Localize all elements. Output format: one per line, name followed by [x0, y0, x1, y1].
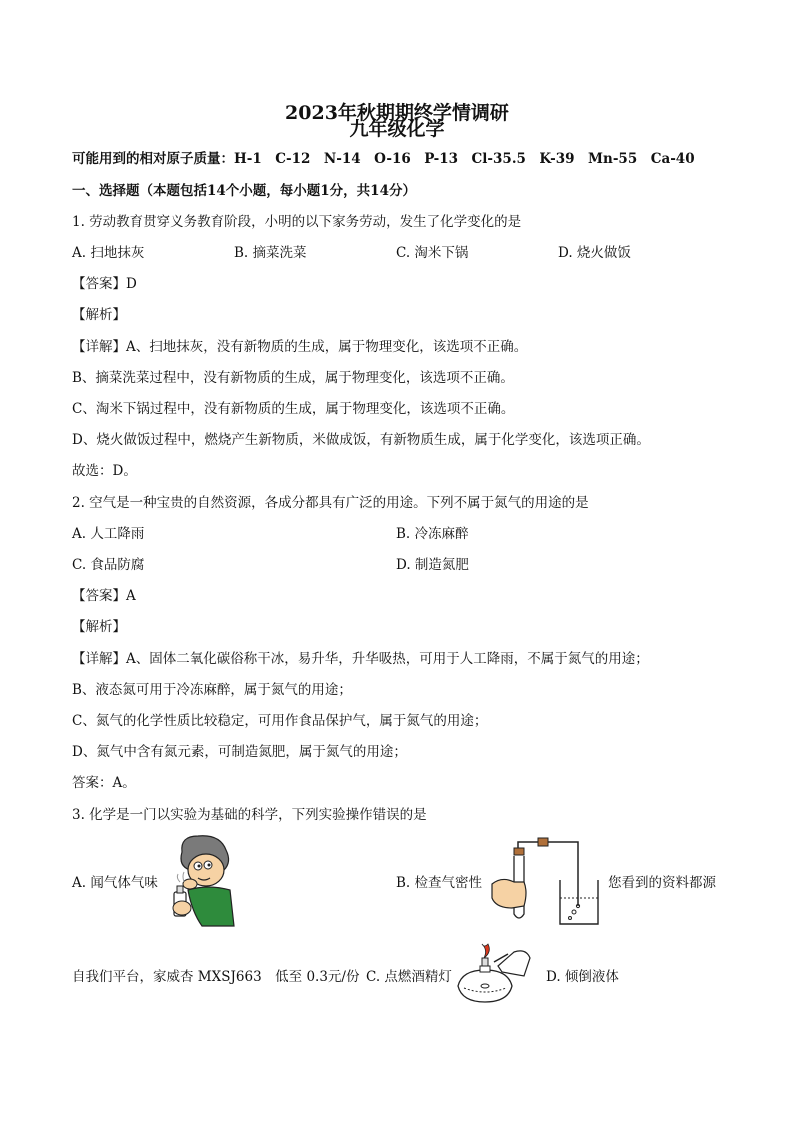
q3-option-a: A. 闻气体气味 [72, 875, 158, 891]
smelling-gas-illustration [168, 832, 238, 928]
q1-explain-line: D、烧火做饭过程中，燃烧产生新物质，米做成饭，有新物质生成，属于化学变化，该选项正确。 [72, 432, 650, 448]
q2-option-a: A. 人工降雨 [72, 526, 145, 542]
q1-explain-line: 【详解】A、扫地抹灰，没有新物质的生成，属于物理变化，该选项不正确。 [72, 339, 528, 355]
page-title: 2023年秋期期终学情调研 [285, 102, 509, 124]
page-subtitle: 九年级化学 [349, 118, 445, 140]
q2-explain-line: C、氮气的化学性质比较稳定，可用作食品保护气，属于氮气的用途； [72, 713, 488, 729]
q2-analysis-tag: 【解析】 [72, 619, 126, 635]
q1-option-d: D. 烧火做饭 [558, 245, 631, 261]
q2-explain-line: 答案：A。 [72, 775, 136, 791]
q2-option-c: C. 食品防腐 [72, 557, 145, 573]
q1-explain-line: C、淘米下锅过程中，没有新物质的生成，属于物理变化，该选项不正确。 [72, 401, 515, 417]
section-heading: 一、选择题（本题包括14个小题，每小题1分，共14分） [72, 183, 416, 199]
q3-option-c: C. 点燃酒精灯 [366, 969, 452, 985]
q1-option-c: C. 淘米下锅 [396, 245, 469, 261]
q1-explain-line: 故选：D。 [72, 463, 137, 479]
q1-answer: 【答案】D [72, 276, 137, 292]
q1-analysis-tag: 【解析】 [72, 307, 126, 323]
q2-explain-line: 【详解】A、固体二氧化碳俗称干冰，易升华，升华吸热，可用于人工降雨，不属于氮气的用途； [72, 651, 649, 667]
q1-explain-line: B、摘菜洗菜过程中，没有新物质的生成，属于物理变化，该选项不正确。 [72, 370, 514, 386]
q1-option-b: B. 摘菜洗菜 [234, 245, 307, 261]
alcohol-lamp-illustration [454, 940, 532, 1010]
watermark-line-1: 您看到的资料都源 [608, 875, 716, 891]
watermark-line-2: 自我们平台，家威杏 MXSJ663 低至 0.3元/份 [72, 969, 360, 985]
airtightness-check-illustration [488, 836, 606, 928]
q1-stem: 1. 劳动教育贯穿义务教育阶段，小明的以下家务劳动，发生了化学变化的是 [72, 214, 522, 230]
q2-explain-line: D、氮气中含有氮元素，可制造氮肥，属于氮气的用途； [72, 744, 407, 760]
q1-option-a: A. 扫地抹灰 [72, 245, 145, 261]
q2-stem: 2. 空气是一种宝贵的自然资源，各成分都具有广泛的用途。下列不属于氮气的用途的是 [72, 495, 589, 511]
q3-stem: 3. 化学是一门以实验为基础的科学，下列实验操作错误的是 [72, 807, 427, 823]
q2-option-d: D. 制造氮肥 [396, 557, 469, 573]
q2-answer: 【答案】A [72, 588, 136, 604]
atomic-masses: 可能用到的相对原子质量：H-1 C-12 N-14 O-16 P-13 Cl-35.5 K-39 Mn-55 Ca-40 [72, 151, 695, 167]
q3-option-d: D. 倾倒液体 [546, 969, 619, 985]
q2-option-b: B. 冷冻麻醉 [396, 526, 469, 542]
q2-explain-line: B、液态氮可用于冷冻麻醉，属于氮气的用途； [72, 682, 352, 698]
q3-option-b: B. 检查气密性 [396, 875, 483, 891]
